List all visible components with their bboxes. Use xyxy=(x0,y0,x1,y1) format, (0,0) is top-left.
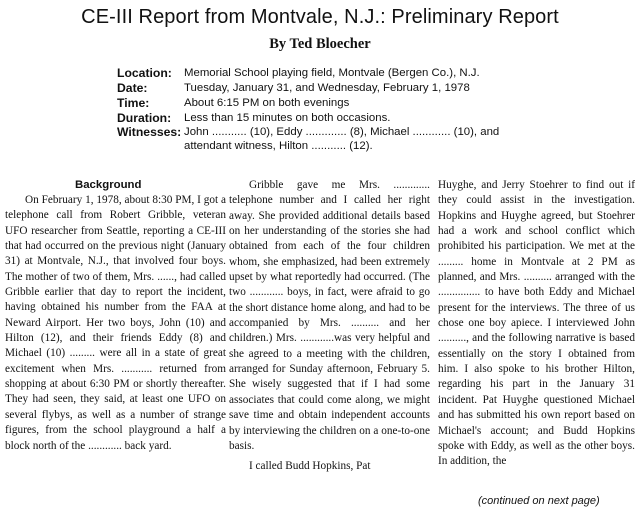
time-label: Time: xyxy=(117,96,150,110)
text-column-3 xyxy=(438,178,635,470)
date-value: Tuesday, January 31, and Wednesday, February 1, 1978 xyxy=(184,82,470,94)
duration-label: Duration: xyxy=(117,111,172,125)
paragraph: Huyghe, and Jerry Stoehrer to find out if they could assist in the investigation. Hopkins and Huyghe agreed, but Stoehrer had a work and school conflict which prohibited his participation. We met at the ......... home in Montvale at 2 PM as planned, and Mrs. .......... arranged with the ............... to have both Eddy and Michael present for the interviews. The three of us chose one boy apiece. I interviewed John .........., and the following narrative is based essentially on the story I obtained from him. I also spoke to his brother Hilton, regarding his part in the January 31 incident. Pat Huyghe questioned Michael and has submitted his own report based on Michael's account; and Budd Hopkins spoke with Eddy, as well as the other boys. In addition, the xyxy=(438,179,635,468)
section-heading: Background xyxy=(75,179,142,191)
duration-value: Less than 15 minutes on both occasions. xyxy=(184,112,391,124)
date-label: Date: xyxy=(117,81,148,95)
witnesses-value: John ........... (10), Eddy ............. (8), Michael ............ (10), and xyxy=(184,126,500,138)
time-value: About 6:15 PM on both evenings xyxy=(184,97,350,109)
location-value: Memorial School playing field, Montvale (Bergen Co.), N.J. xyxy=(184,67,480,79)
paragraph: On February 1, 1978, about 8:30 PM, I got a telephone call from Robert Gribble, veteran UFO researcher from Seattle, reporting a CE-III that had occurred on the previous night (January 31) at Montvale, N.J., that involved four boys. The mother of two of them, Mrs. ......, had called Gribble earlier that day to report the incident, having obtained his number from the FAA at Neward Airport. Her two boys, John (10) and Hilton (12), and their friends Eddy (8) and Michael (10) ......... were all in a state of great excitement when Mrs. ........... returned from shopping at about 6:30 PM or shortly thereafter. They had seen, they said, at least one UFO on several flybys, as well as a number of strange figures, from the school playground a half a block north of the ............ back yard. xyxy=(5,194,226,452)
paragraph: Gribble gave me Mrs. ............. telephone number and I called her right away. She provided additional details based on her understanding of the stories she had obtained from each of the four children whom, she emphasized, had been extremely upset by what reportedly had occurred. (The two ............ boys, in fact, were afraid to go the short distance home along, and had to be accompanied by Mrs. .......... and her children.) Mrs. ............was very helpful and she agreed to a meeting with the children, arranged for Sunday afternoon, February 5. She wisely suggested that if I had some associates that could come along, we might save time and obtain independent accounts by interviewing the children on a one-to-one basis. xyxy=(229,179,430,452)
continued-note: (continued on next page) xyxy=(478,495,600,507)
text-column-2 xyxy=(229,178,430,475)
location-label: Location: xyxy=(117,66,172,80)
text-column-1 xyxy=(5,178,226,454)
author-byline: By Ted Bloecher xyxy=(269,36,371,52)
paragraph: I called Budd Hopkins, Pat xyxy=(249,460,371,473)
witnesses-value-continued: attendant witness, Hilton ........... (12). xyxy=(184,140,373,152)
witnesses-label: Witnesses: xyxy=(117,125,182,139)
article-title: CE-III Report from Montvale, N.J.: Preliminary Report xyxy=(81,6,559,28)
